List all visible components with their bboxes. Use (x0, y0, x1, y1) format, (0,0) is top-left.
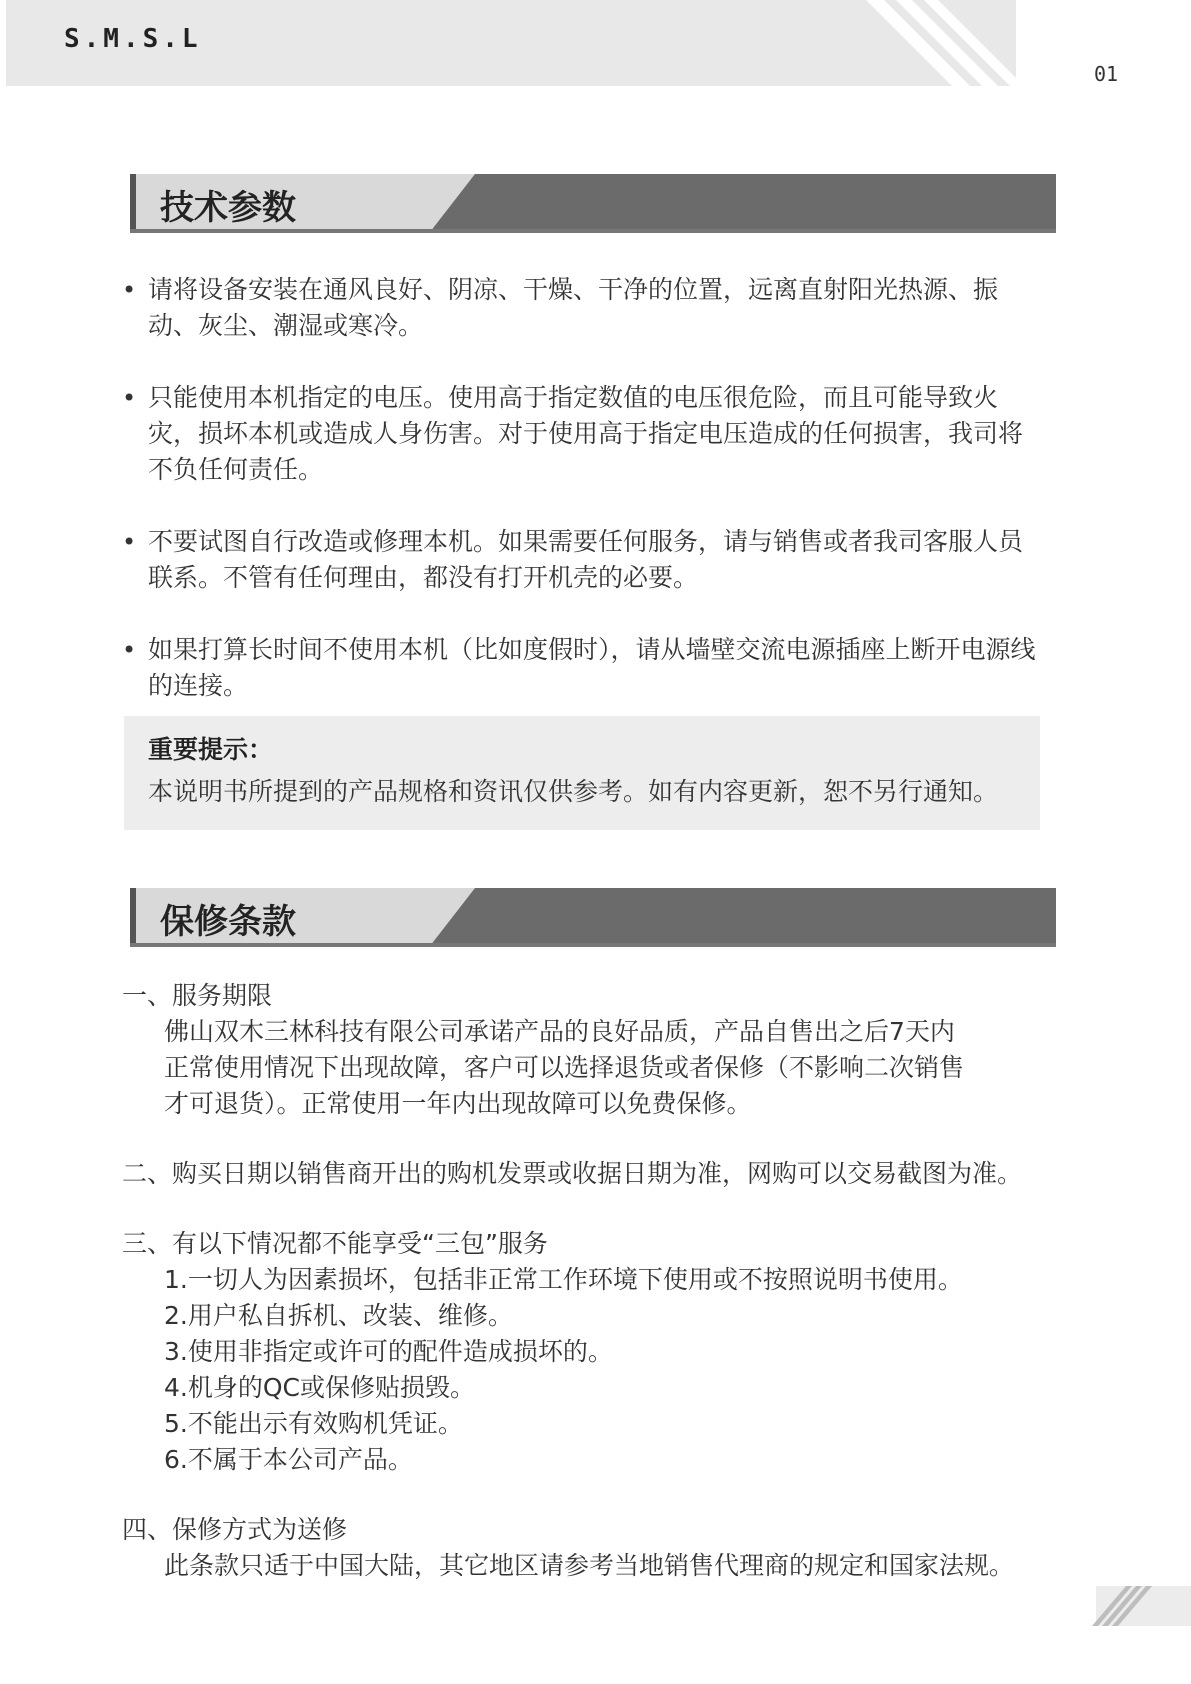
warranty-clause-4 (122, 1512, 1072, 1584)
note-text: 本说明书所提到的产品规格和资讯仅供参考。如有内容更新，恕不另行通知。 (148, 777, 999, 806)
specs-section-title: 技术参数 (160, 188, 296, 228)
list-item: 6.不属于本公司产品。 (164, 1445, 413, 1474)
clause-line: 佛山双木三林科技有限公司承诺产品的良好品质，产品自售出之后7天内 (164, 1017, 955, 1046)
bullet-icon: • (122, 276, 137, 304)
list-item: 1.一切人为因素损坏，包括非正常工作环境下使用或不按照说明书使用。 (164, 1265, 963, 1294)
header-stripes (866, 0, 1016, 86)
note-title: 重要提示： (148, 735, 274, 764)
clause-title: 二、购买日期以销售商开出的购机发票或收据日期为准，网购可以交易截图为准。 (122, 1159, 1023, 1188)
warranty-section-title: 保修条款 (160, 902, 296, 942)
important-note (124, 716, 1040, 830)
bullet-icon: • (122, 528, 137, 556)
clause-line: 正常使用情况下出现故障，客户可以选择退货或者保修（不影响二次销售 (164, 1053, 965, 1082)
list-item: 3.使用非指定或许可的配件造成损坏的。 (164, 1337, 613, 1366)
bullet-icon: • (122, 636, 137, 664)
warranty-clause-3 (122, 1226, 1072, 1478)
warranty-terms (122, 978, 1072, 1618)
page-number: 01 (1094, 62, 1119, 86)
warranty-clause-1 (122, 978, 1072, 1122)
list-item: 4.机身的QC或保修贴损毁。 (164, 1373, 475, 1402)
clause-line: 才可退货）。正常使用一年内出现故障可以免费保修。 (164, 1089, 752, 1118)
specs-section-header (130, 174, 1056, 234)
list-item: 5.不能出示有效购机凭证。 (164, 1409, 463, 1438)
bullet-icon: • (122, 384, 137, 412)
list-item: 2.用户私自拆机、改装、维修。 (164, 1301, 513, 1330)
footer-stripes (1092, 1586, 1172, 1626)
list-item: • 请将设备安装在通风良好、阴凉、干燥、干净的位置，远离直射阳光热源、振动、灰尘、潮湿或寒冷。 (120, 272, 1040, 344)
warranty-section-header (130, 888, 1056, 948)
specs-bullet-list (120, 272, 1040, 740)
list-item: • 只能使用本机指定的电压。使用高于指定数值的电压很危险，而且可能导致火灾，损坏本机或造成人身伤害。对于使用高于指定电压造成的任何损害，我司将不负任何责任。 (120, 380, 1040, 488)
brand-logo: S.M.S.L (64, 24, 202, 54)
clause-title: 三、有以下情况都不能享受“三包”服务 (122, 1229, 548, 1258)
clause-title: 四、保修方式为送修 (122, 1515, 348, 1544)
list-item: • 如果打算长时间不使用本机（比如度假时），请从墙壁交流电源插座上断开电源线的连接。 (120, 632, 1040, 704)
warranty-clause-2 (122, 1156, 1072, 1192)
list-item: • 不要试图自行改造或修理本机。如果需要任何服务，请与销售或者我司客服人员联系。不管有任何理由，都没有打开机壳的必要。 (120, 524, 1040, 596)
clause-title: 一、服务期限 (122, 981, 273, 1010)
clause-line: 此条款只适于中国大陆，其它地区请参考当地销售代理商的规定和国家法规。 (164, 1551, 1015, 1580)
